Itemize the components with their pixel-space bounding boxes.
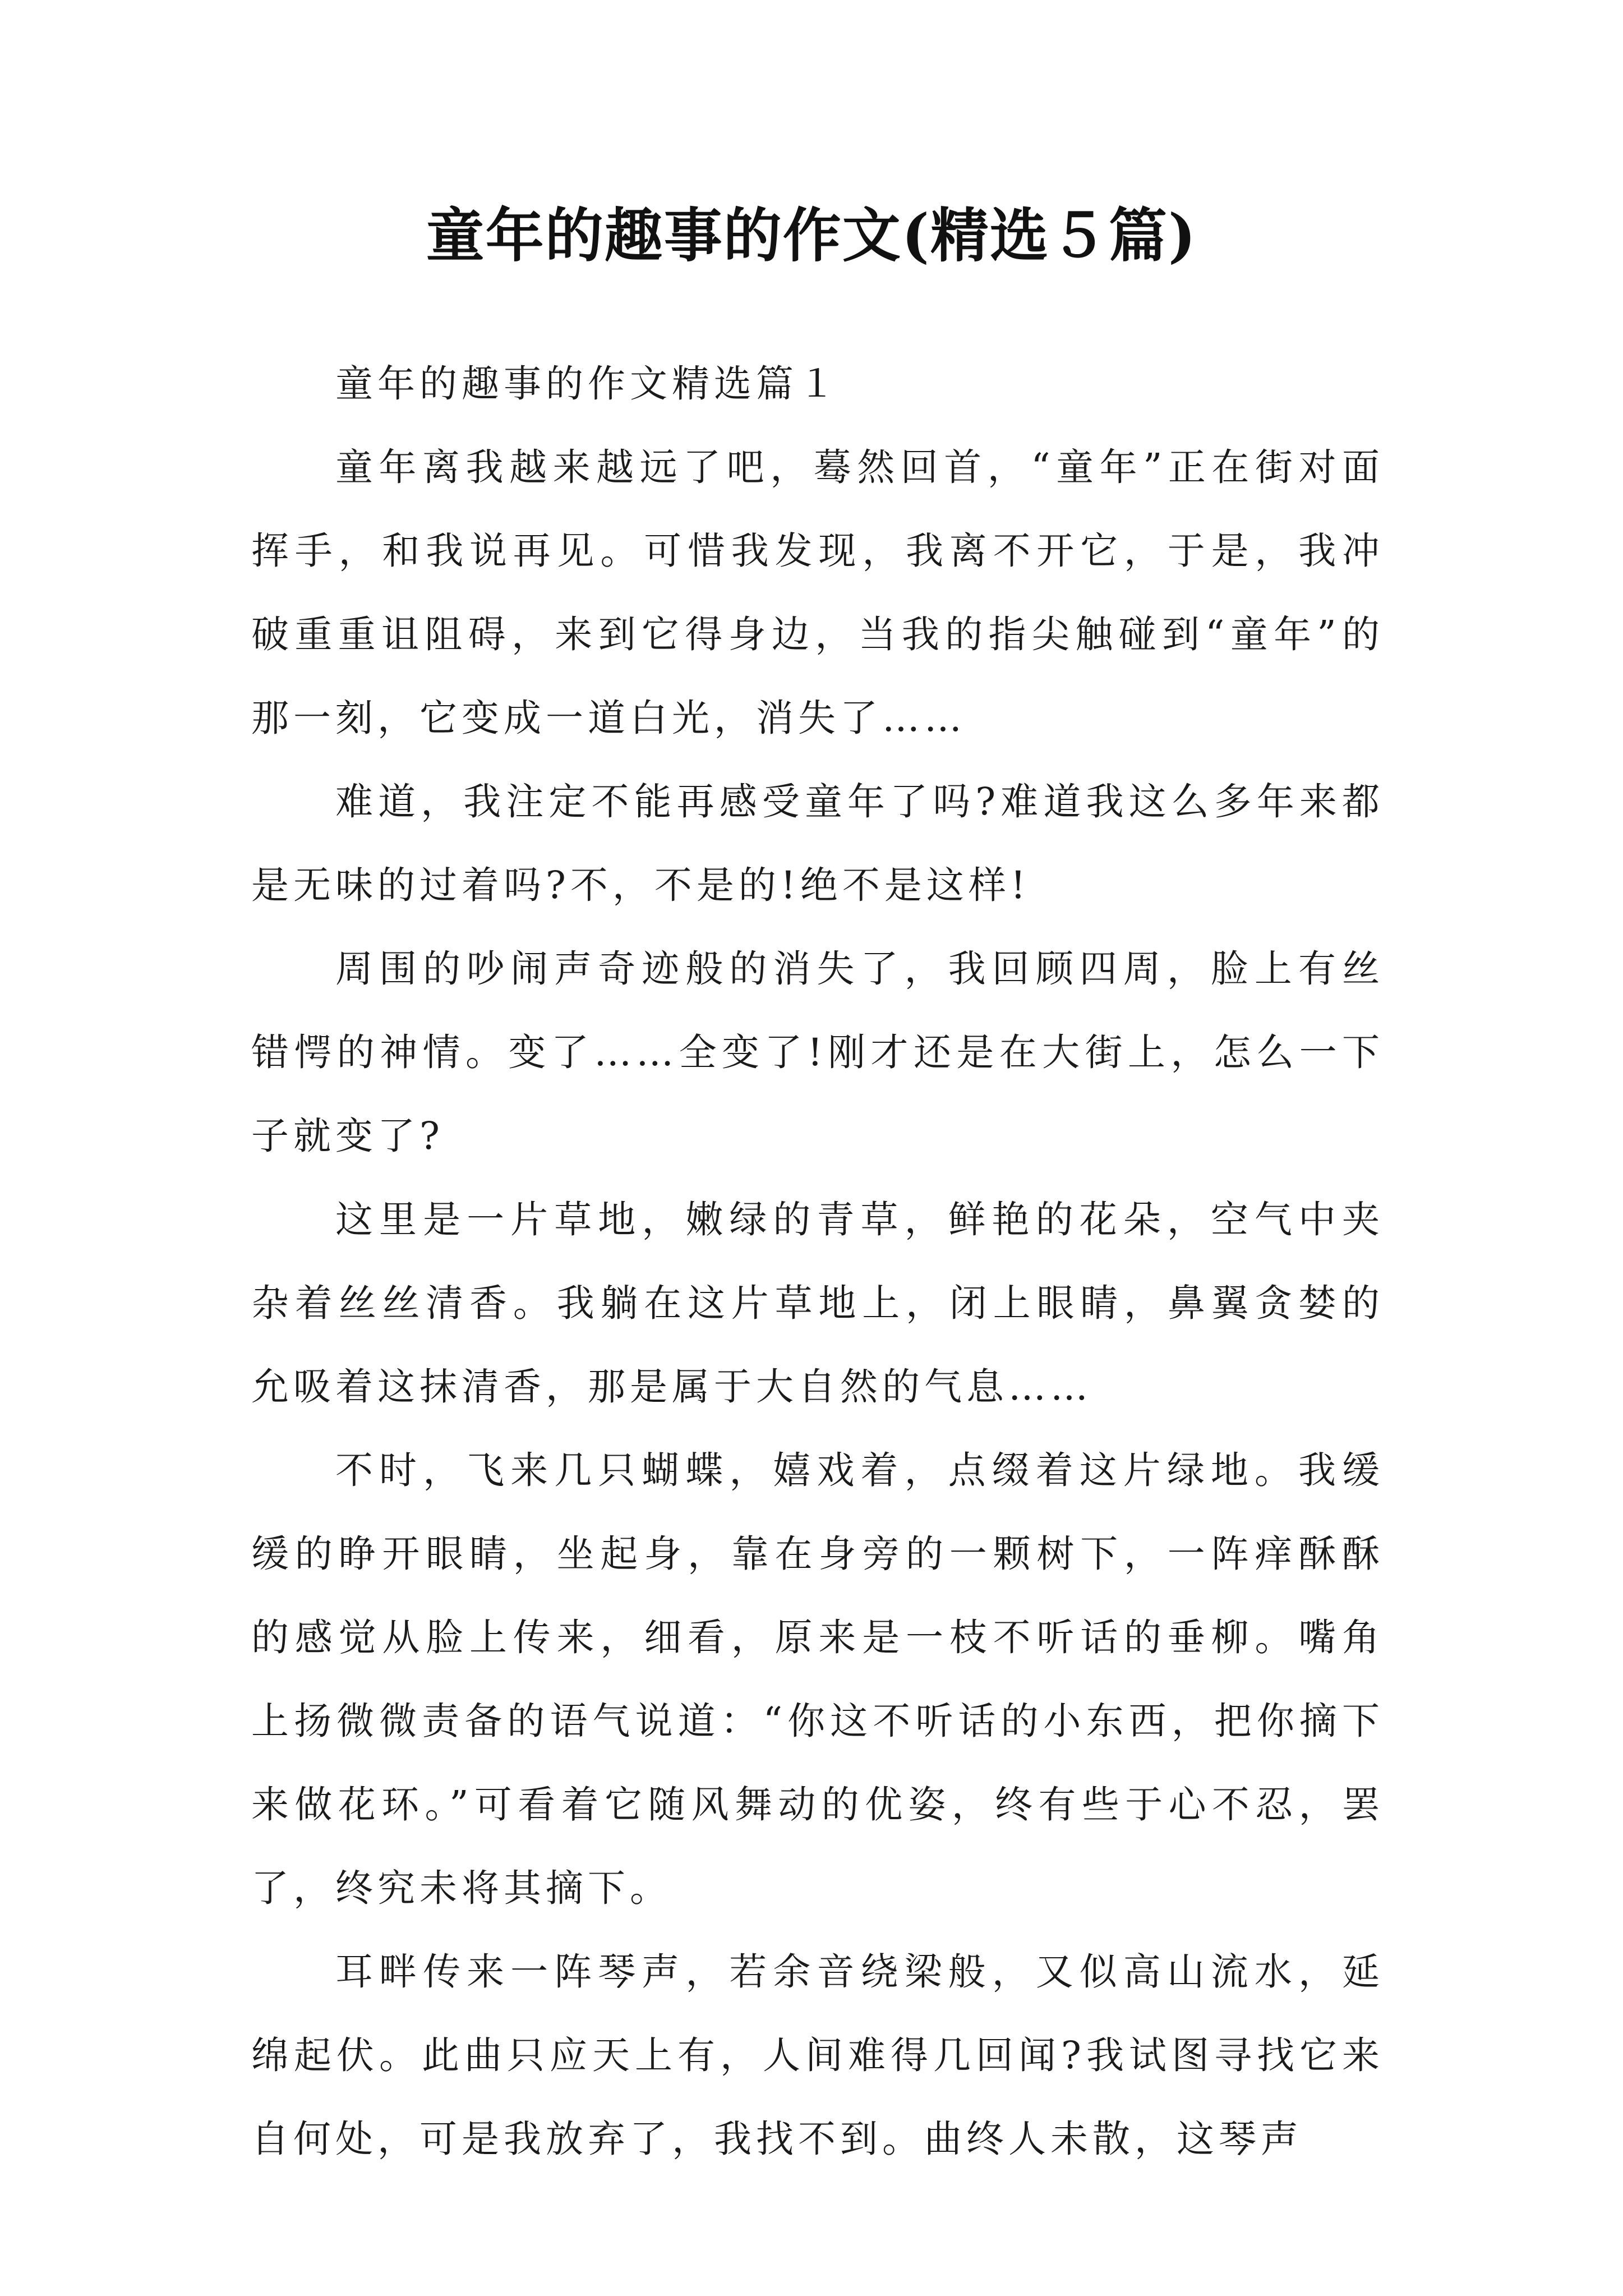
- section-heading: 童年的趣事的作文精选篇１: [335, 362, 840, 406]
- paragraph: 这里是一片草地，嫩绿的青草，鲜艳的花朵，空气中夹杂着丝丝清香。我躺在这片草地上，闭上眼睛，鼻翼贪婪的允吸着这抹清香，那是属于大自然的气息……: [251, 1198, 1384, 1409]
- paragraph: 周围的吵闹声奇迹般的消失了，我回顾四周，脸上有丝错愕的神情。变了……全变了!刚才还是在大街上，怎么一下子就变了?: [251, 947, 1384, 1158]
- paragraph: 难道，我注定不能再感受童年了吗?难道我这么多年来都是无味的过着吗?不，不是的!绝不是这样!: [251, 780, 1384, 907]
- document-title: 童年的趣事的作文(精选５篇): [426, 201, 1197, 270]
- paragraph: 不时，飞来几只蝴蝶，嬉戏着，点缀着这片绿地。我缓缓的睁开眼睛，坐起身，靠在身旁的一颗树下，一阵痒酥酥的感觉从脸上传来，细看，原来是一枝不听话的垂柳。嘴角上扬微微责备的语气说道：“你这不听话的小东西，把你摘下来做花环。”可看着它随风舞动的优姿，终有些于心不忍，罢了，终究未将其摘下。: [251, 1448, 1384, 1910]
- paragraph: 童年离我越来越远了吧，蓦然回首，“童年”正在街对面挥手，和我说再见。可惜我发现，我离不开它，于是，我冲破重重诅阻碍，来到它得身边，当我的指尖触碰到“童年”的那一刻，它变成一道白光，消失了……: [251, 445, 1384, 740]
- paragraph: 耳畔传来一阵琴声，若余音绕梁般，又似高山流水，延绵起伏。此曲只应天上有，人间难得几回闻?我试图寻找它来自何处，可是我放弃了，我找不到。曲终人未散，这琴声: [251, 1950, 1384, 2161]
- document-body: [251, 342, 1384, 2181]
